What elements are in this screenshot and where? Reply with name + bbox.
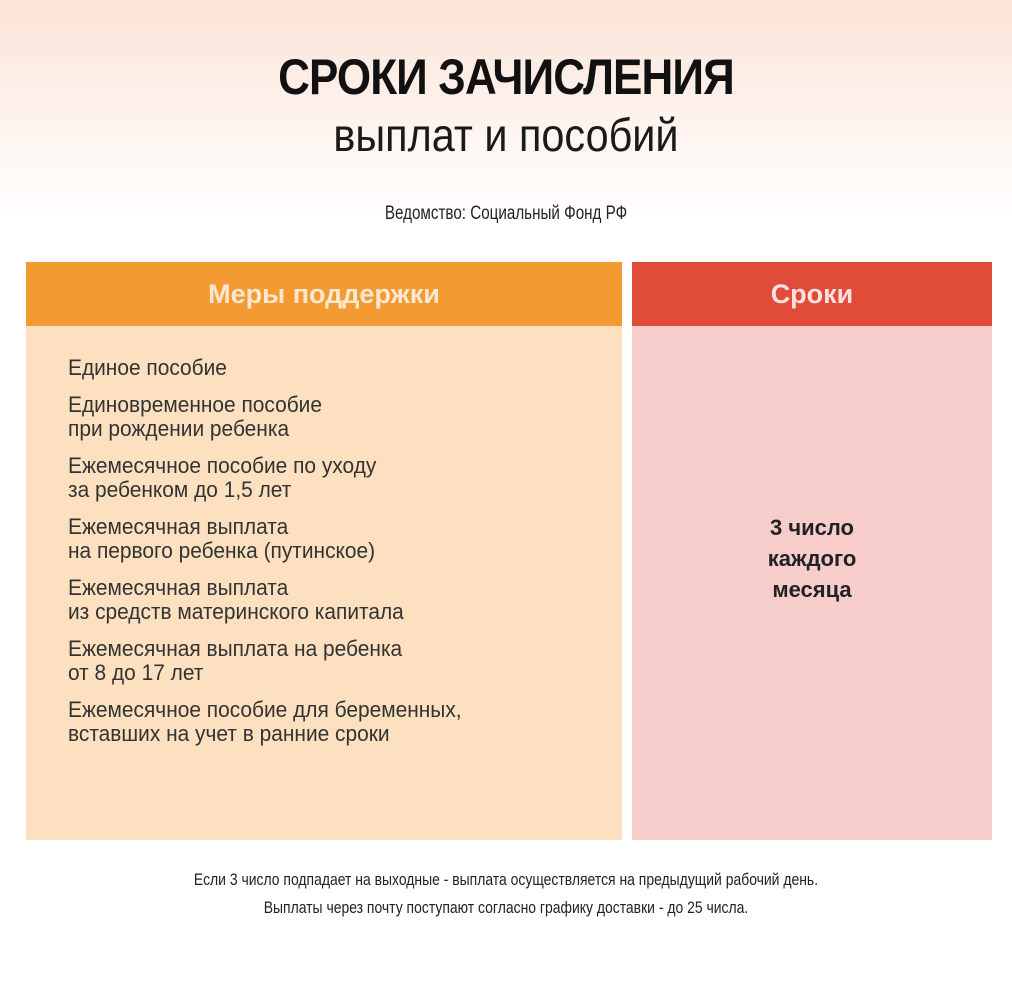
item-line: Ежемесячная выплата <box>68 575 289 600</box>
term-line: каждого <box>767 546 857 571</box>
terms-header: Сроки <box>632 262 992 326</box>
term-line: 3 число <box>769 515 854 540</box>
list-item <box>68 356 594 380</box>
source-label: Ведомство: Социальный Фонд РФ <box>384 203 628 224</box>
support-measures-header: Меры поддержки <box>26 262 622 326</box>
list-item <box>68 393 594 441</box>
item-line: за ребенком до 1,5 лет <box>68 477 292 502</box>
footnote <box>91 866 921 922</box>
list-item <box>68 576 594 624</box>
terms-column <box>632 262 992 840</box>
item-line: вставших на учет в ранние сроки <box>68 721 390 746</box>
list-item <box>68 698 594 746</box>
item-line: от 8 до 17 лет <box>68 660 204 685</box>
list-item <box>68 515 594 563</box>
page-subtitle: выплат и пособий <box>333 109 679 161</box>
item-line: на первого ребенка (путинское) <box>68 538 376 563</box>
item-line: Ежемесячное пособие по уходу <box>68 453 377 478</box>
item-line: Единовременное пособие <box>68 392 322 417</box>
term-line: месяца <box>772 577 852 602</box>
item-line: при рождении ребенка <box>68 416 290 441</box>
item-line: Ежемесячное пособие для беременных, <box>68 697 462 722</box>
list-item <box>68 637 594 685</box>
item-line: из средств материнского капитала <box>68 599 404 624</box>
support-measures-list <box>26 326 622 746</box>
item-line: Единое пособие <box>68 355 227 380</box>
list-item <box>68 454 594 502</box>
payment-term <box>632 512 992 605</box>
item-line: Ежемесячная выплата на ребенка <box>68 636 403 661</box>
support-measures-column <box>26 262 622 840</box>
page-title: СРОКИ ЗАЧИСЛЕНИЯ <box>278 49 734 105</box>
footnote-line: Если 3 число подпадает на выходные - выплата осуществляется на предыдущий рабочий день. <box>193 870 819 889</box>
item-line: Ежемесячная выплата <box>68 514 289 539</box>
footnote-line: Выплаты через почту поступают согласно графику доставки - до 25 числа. <box>263 898 749 917</box>
